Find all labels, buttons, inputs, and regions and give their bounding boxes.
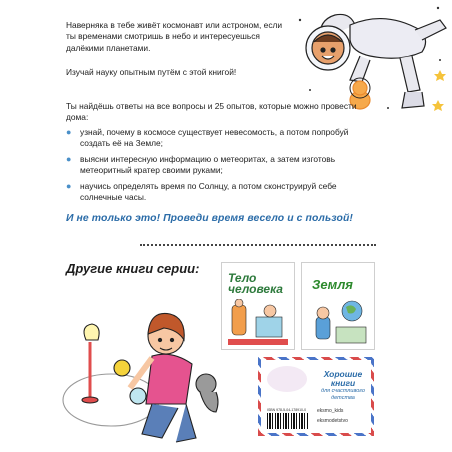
bullet-icon: ● bbox=[66, 181, 72, 191]
book-title-line2: человека bbox=[228, 282, 283, 296]
study-paragraph: Изучай науку опытным путём с этой книгой! bbox=[66, 67, 237, 77]
book-title bbox=[228, 273, 283, 295]
brand-handle-kids: eksmo_kids bbox=[317, 408, 344, 414]
bullet-icon: ● bbox=[66, 127, 72, 137]
good-books-card bbox=[258, 357, 374, 436]
book-title-line1: Тело bbox=[228, 271, 257, 285]
brand-handle-detstvo: eksmodetstvo bbox=[317, 418, 348, 424]
other-books-heading: Другие книги серии: bbox=[66, 261, 200, 276]
book-illustration bbox=[306, 297, 370, 347]
card-subheading-line2: детства bbox=[331, 394, 355, 401]
book-title: Земля bbox=[312, 277, 353, 292]
intro-paragraph: Наверняка в тебе живёт космонавт или астроном, если ты временами смотришь в небо и интересуешься далёкими планетами. bbox=[66, 20, 283, 53]
tagline: И не только это! Проведи время весело и с пользой! bbox=[66, 213, 353, 224]
dotted-divider bbox=[140, 244, 376, 246]
bullet-icon: ● bbox=[66, 154, 72, 164]
isbn-text: ISBN 978-5-04-178910-0 bbox=[267, 408, 307, 412]
bullet-text: научись определять время по Солнцу, а потом сконструируй себе солнечные часы. bbox=[80, 181, 337, 203]
girl-experiment-illustration bbox=[56, 300, 256, 450]
barcode bbox=[267, 413, 309, 429]
card-subheading-line1: для счастливого bbox=[321, 388, 365, 394]
card-heading-line1: Хорошие bbox=[323, 369, 363, 379]
book-cover-earth bbox=[301, 262, 375, 350]
publisher-logo-icon bbox=[267, 366, 307, 392]
answers-paragraph: Ты найдёшь ответы на все вопросы и 25 опытов, которые можно провести дома: bbox=[66, 101, 357, 123]
card-heading-line2: книги bbox=[330, 378, 356, 388]
bullet-text: выясни интересную информацию о метеоритах, а затем изготовь метеоритный кратер своими руками; bbox=[80, 154, 336, 176]
bullet-text: узнай, почему в космосе существует невесомость, а потом попробуй создать её на Земле; bbox=[80, 127, 349, 149]
card-heading bbox=[313, 370, 373, 401]
